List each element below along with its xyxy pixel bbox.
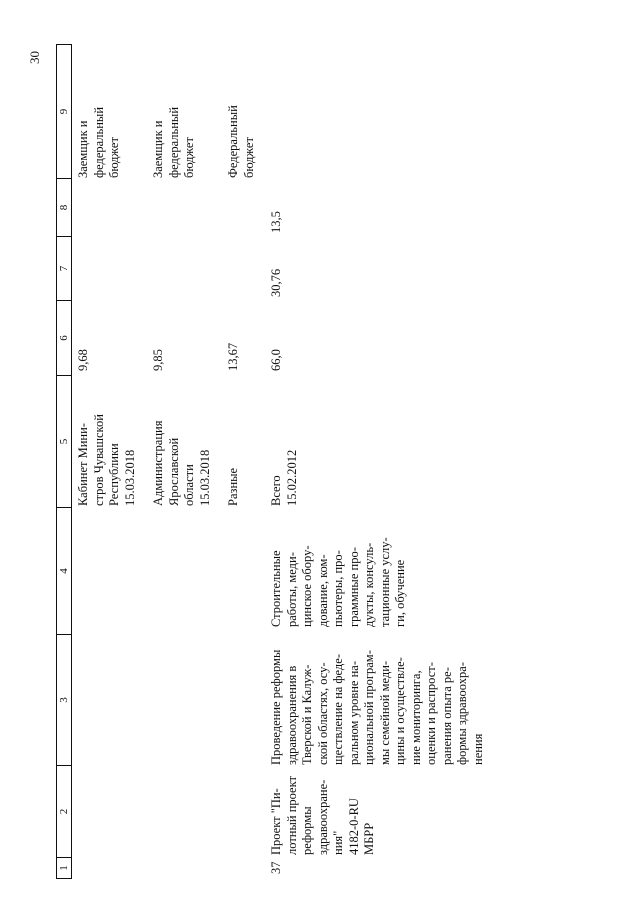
amount-cell: 9,68 [76,349,90,371]
executor-cell: Разные [226,467,240,506]
total-col8-cell: 13,5 [269,211,283,233]
project-purpose-cell: Проведение реформы здравоохранения в Тверской и Калуж- ской областях, осу- ществление на феде- ральном уровне на- циональной програм- мы семейной меди- цины и осуществле- ние мониторинга, оценки и распрост- ранения опыта ре- формы здравоохра- нения [269,649,485,765]
column-number-2: 2 [57,766,71,858]
column-number-5: 5 [57,376,71,508]
total-amount-cell: 66,0 [269,349,283,371]
executor-cell: Администрация Ярославской области 15.03.2018 [151,420,212,506]
column-number-1: 1 [58,865,70,871]
total-label-cell: Всего 15.02.2012 [269,449,299,506]
amount-cell: 9,85 [151,349,165,371]
funding-source-cell: Федеральный бюджет [226,105,256,178]
project-name-cell: Проект "Пи- лотный проект реформы здравоохране- ния" 4182-0-RU МБРР [269,776,376,855]
total-col7-cell: 30,76 [269,268,283,297]
funding-source-cell: Заемщик и федеральный бюджет [76,106,121,178]
column-number-9: 9 [57,45,71,179]
column-number-header [56,44,72,879]
column-number-4: 4 [57,508,71,635]
rotated-table-page [56,44,596,879]
column-number-3: 3 [57,635,71,766]
column-number-6: 6 [57,301,71,376]
page-number: 30 [27,51,42,64]
funding-source-cell: Заемщик и федеральный бюджет [151,106,196,178]
amount-cell: 13,67 [226,342,240,371]
column-number-8: 8 [57,179,71,237]
executor-cell: Кабинет Мини- стров Чувашской Республики 15.03.2018 [76,414,137,506]
procurement-items-cell: Строительные работы, меди- цинское обору- дование, ком- пьютеры, про- граммные про- дукты, консуль- тационные услу- ги, обучение [269,537,407,627]
column-number-7: 7 [57,237,71,301]
row-number: 37 [269,861,283,874]
